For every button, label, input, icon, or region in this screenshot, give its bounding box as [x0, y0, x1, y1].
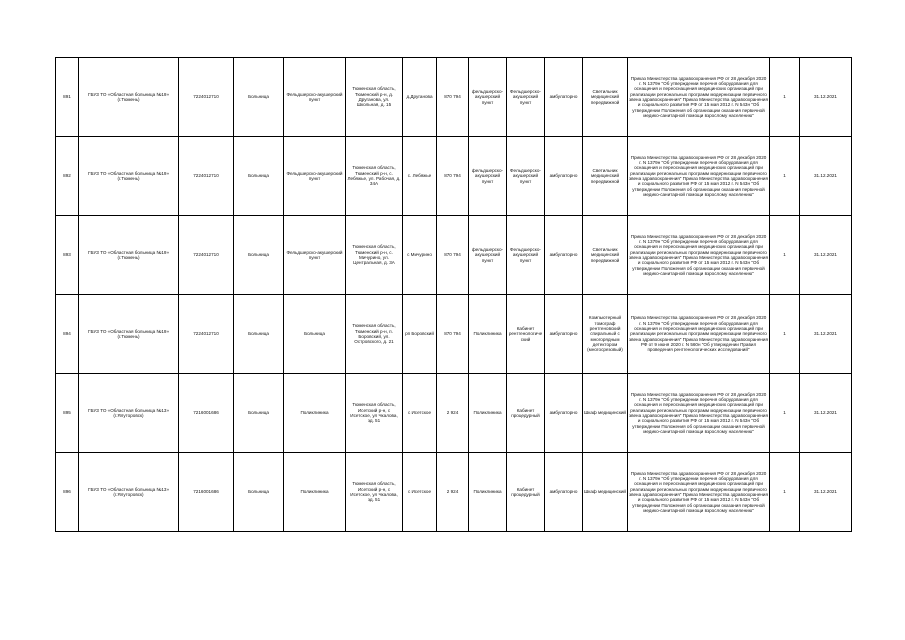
organization-cell: ГБУЗ ТО «Областная больница №19» (г.Тюмень) — [79, 216, 179, 295]
locality-cell: с Мичурино — [403, 216, 437, 295]
care-condition-cell: амбулаторно — [545, 374, 583, 453]
room-type-cell: Фельдшерско-акушерский пункт — [507, 137, 545, 216]
regulation-cell: Приказ Министерства здравоохранения РФ от 28 декабря 2020 г. N 1379н "Об утверждении перечня оборудования для оснащения и переоснащения медицинских организаций при реализации региональных программ модернизации первичного звена здравоохранения" Приказ Министерства здравоохранения и социального развития РФ от 15 мая 2012 г. N 543н "Об утверждении Положения об организации оказания первичной медико-санитарной помощи взрослому населению" — [628, 216, 770, 295]
row-number-cell: 895 — [56, 374, 79, 453]
quantity-cell: 1 — [770, 137, 800, 216]
table-row — [56, 453, 852, 532]
organization-cell: ГБУЗ ТО «Областная больница №13» (г.Ялуторовск) — [79, 374, 179, 453]
table-row — [56, 374, 852, 453]
locality-cell: с. Лебяжье — [403, 137, 437, 216]
facility-type-cell: Поликлиника — [469, 295, 507, 374]
oktmo-cell: 870 794 — [437, 216, 469, 295]
institution-kind-cell: Больница — [234, 216, 284, 295]
row-number-cell: 891 — [56, 58, 79, 137]
institution-kind-cell: Больница — [234, 137, 284, 216]
row-number-cell: 894 — [56, 295, 79, 374]
equipment-cell: Светильник медицинский передвижной — [583, 137, 628, 216]
facility-type-cell: фельдшерско-акушерский пункт — [469, 58, 507, 137]
organization-cell: ГБУЗ ТО «Областная больница №19» (г.Тюмень) — [79, 58, 179, 137]
table-row — [56, 137, 852, 216]
address-cell: Тюменская область, Тюменский р-н, п. Боровский, ул. Островского, д. 21 — [346, 295, 403, 374]
oktmo-cell: 2 924 — [437, 453, 469, 532]
equipment-register-table — [55, 57, 852, 532]
quantity-cell: 1 — [770, 374, 800, 453]
locality-cell: рп Боровский — [403, 295, 437, 374]
date-cell: 31.12.2021 — [800, 137, 852, 216]
room-type-cell: Кабинет процедурный — [507, 374, 545, 453]
unit-cell: Поликлиника — [284, 374, 346, 453]
facility-type-cell: фельдшерско-акушерский пункт — [469, 137, 507, 216]
room-type-cell: Фельдшерско-акушерский пункт — [507, 216, 545, 295]
unit-cell: Фельдшерско-акушерский пункт — [284, 58, 346, 137]
institution-kind-cell: Больница — [234, 58, 284, 137]
unit-cell: Больница — [284, 295, 346, 374]
care-condition-cell: амбулаторно — [545, 295, 583, 374]
regulation-cell: Приказ Министерства здравоохранения РФ от 28 декабря 2020 г. N 1379н "Об утверждении перечня оборудования для оснащения и переоснащения медицинских организаций при реализации региональных программ модернизации первичного звена здравоохранения" Приказ Министерства здравоохранения и социального развития РФ от 15 мая 2012 г. N 543н "Об утверждении Положения об организации оказания первичной медико-санитарной помощи взрослому населению" — [628, 453, 770, 532]
date-cell: 31.12.2021 — [800, 58, 852, 137]
institution-kind-cell: Больница — [234, 374, 284, 453]
unit-cell: Фельдшерско-акушерский пункт — [284, 216, 346, 295]
row-number-cell: 896 — [56, 453, 79, 532]
inn-cell: 7216001686 — [179, 453, 234, 532]
facility-type-cell: Поликлиника — [469, 453, 507, 532]
regulation-cell: Приказ Министерства здравоохранения РФ от 28 декабря 2020 г. N 1379н "Об утверждении перечня оборудования для оснащения и переоснащения медицинских организаций при реализации региональных программ модернизации первичного звена здравоохранения" Приказ Министерства здравоохранения и социального развития РФ от 15 мая 2012 г. N 543н "Об утверждении Положения об организации оказания первичной медико-санитарной помощи взрослому населению" — [628, 137, 770, 216]
facility-type-cell: фельдшерско-акушерский пункт — [469, 216, 507, 295]
equipment-cell: Компьютерный томограф рентгеновский спиральный с многорядным детектором (многосрезовый) — [583, 295, 628, 374]
date-cell: 31.12.2021 — [800, 453, 852, 532]
oktmo-cell: 2 924 — [437, 374, 469, 453]
date-cell: 31.12.2021 — [800, 374, 852, 453]
address-cell: Тюменская область, Тюменский р-н, с. Мичурино, ул. Центральная, д. 3А — [346, 216, 403, 295]
table-row — [56, 216, 852, 295]
quantity-cell: 1 — [770, 58, 800, 137]
regulation-cell: Приказ Министерства здравоохранения РФ от 28 декабря 2020 г. N 1379н "Об утверждении перечня оборудования для оснащения и переоснащения медицинских организаций при реализации региональных программ модернизации первичного звена здравоохранения" Приказ Министерства здравоохранения РФ от 9 июня 2020 г. N 560н "Об утверждении Правил проведения рентгенологических исследований" — [628, 295, 770, 374]
inn-cell: 7224012710 — [179, 216, 234, 295]
room-type-cell: Кабинет рентгенологический — [507, 295, 545, 374]
care-condition-cell: амбулаторно — [545, 453, 583, 532]
equipment-cell: Светильник медицинский передвижной — [583, 58, 628, 137]
address-cell: Тюменская область, Тюменский р-н, д. Друганова, ул. Школьная, д. 15 — [346, 58, 403, 137]
row-number-cell: 892 — [56, 137, 79, 216]
care-condition-cell: амбулаторно — [545, 137, 583, 216]
row-number-cell: 893 — [56, 216, 79, 295]
quantity-cell: 1 — [770, 453, 800, 532]
locality-cell: с Исетское — [403, 374, 437, 453]
oktmo-cell: 870 794 — [437, 58, 469, 137]
oktmo-cell: 870 794 — [437, 137, 469, 216]
inn-cell: 7224012710 — [179, 295, 234, 374]
table-row — [56, 58, 852, 137]
equipment-cell: Шкаф медицинский — [583, 453, 628, 532]
locality-cell: д.Друганова — [403, 58, 437, 137]
date-cell: 31.12.2021 — [800, 295, 852, 374]
room-type-cell: Фельдшерско-акушерский пункт — [507, 58, 545, 137]
inn-cell: 7216001686 — [179, 374, 234, 453]
room-type-cell: Кабинет процедурный — [507, 453, 545, 532]
regulation-cell: Приказ Министерства здравоохранения РФ от 28 декабря 2020 г. N 1379н "Об утверждении перечня оборудования для оснащения и переоснащения медицинских организаций при реализации региональных программ модернизации первичного звена здравоохранения" Приказ Министерства здравоохранения и социального развития РФ от 15 мая 2012 г. N 543н "Об утверждении Положения об организации оказания первичной медико-санитарной помощи взрослому населению" — [628, 58, 770, 137]
unit-cell: Фельдшерско-акушерский пункт — [284, 137, 346, 216]
equipment-cell: Светильник медицинский передвижной — [583, 216, 628, 295]
equipment-cell: Шкаф медицинский — [583, 374, 628, 453]
institution-kind-cell: Больница — [234, 453, 284, 532]
organization-cell: ГБУЗ ТО «Областная больница №13» (г.Ялуторовск) — [79, 453, 179, 532]
locality-cell: с Исетское — [403, 453, 437, 532]
care-condition-cell: амбулаторно — [545, 58, 583, 137]
inn-cell: 7224012710 — [179, 58, 234, 137]
organization-cell: ГБУЗ ТО «Областная больница №19» (г.Тюмень) — [79, 137, 179, 216]
address-cell: Тюменская область, Тюменский р-н, с. Лебяжье, ул. Рабочая, д. 34А — [346, 137, 403, 216]
date-cell: 31.12.2021 — [800, 216, 852, 295]
address-cell: Тюменская область, Исетский р-н, с Исетское, ул Чкалова, зд. 51 — [346, 453, 403, 532]
institution-kind-cell: Больница — [234, 295, 284, 374]
facility-type-cell: Поликлиника — [469, 374, 507, 453]
address-cell: Тюменская область, Исетский р-н, с Исетское, ул Чкалова, зд. 51 — [346, 374, 403, 453]
table-row — [56, 295, 852, 374]
quantity-cell: 1 — [770, 216, 800, 295]
care-condition-cell: амбулаторно — [545, 216, 583, 295]
organization-cell: ГБУЗ ТО «Областная больница №19» (г.Тюмень) — [79, 295, 179, 374]
oktmo-cell: 870 794 — [437, 295, 469, 374]
regulation-cell: Приказ Министерства здравоохранения РФ от 28 декабря 2020 г. N 1379н "Об утверждении перечня оборудования для оснащения и переоснащения медицинских организаций при реализации региональных программ модернизации первичного звена здравоохранения" Приказ Министерства здравоохранения и социального развития РФ от 15 мая 2012 г. N 543н "Об утверждении Положения об организации оказания первичной медико-санитарной помощи взрослому населению" — [628, 374, 770, 453]
quantity-cell: 1 — [770, 295, 800, 374]
unit-cell: Поликлиника — [284, 453, 346, 532]
inn-cell: 7224012710 — [179, 137, 234, 216]
